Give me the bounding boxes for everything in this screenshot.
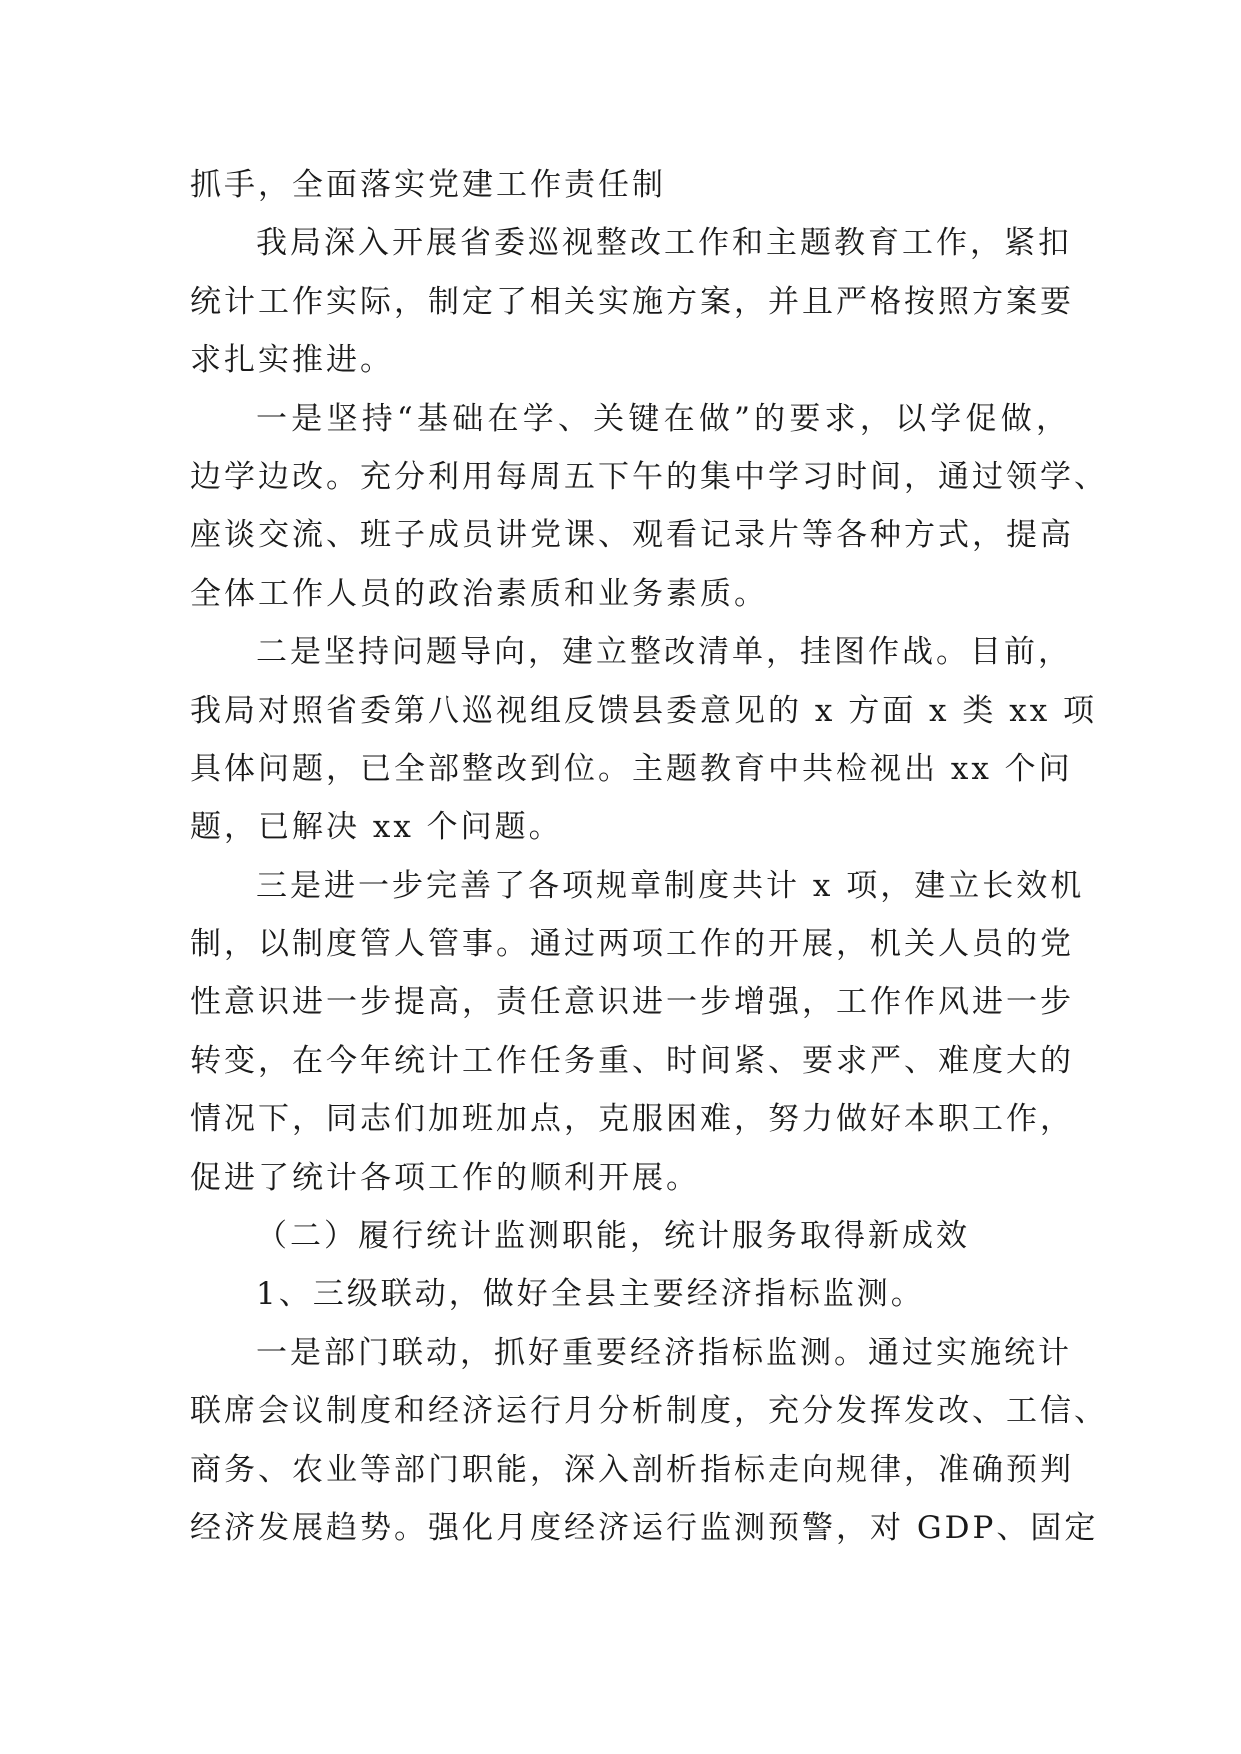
text-line: 具体问题，已全部整改到位。主题教育中共检视出 xx 个问 xyxy=(190,750,1073,787)
text-line: 题，已解决 xx 个问题。 xyxy=(190,809,563,846)
text-line: 边学边改。充分利用每周五下午的集中学习时间，通过领学、 xyxy=(190,458,1108,495)
text-line: 全体工作人员的政治素质和业务素质。 xyxy=(190,575,768,612)
text-line: 联席会议制度和经济运行月分析制度，充分发挥发改、工信、 xyxy=(190,1393,1108,1430)
text-line: 经济发展趋势。强化月度经济运行监测预警，对 GDP、固定 xyxy=(190,1509,1099,1546)
text-line: 我局对照省委第八巡视组反馈县委意见的 x 方面 x 类 xx 项 xyxy=(190,692,1098,729)
text-line: 性意识进一步提高，责任意识进一步增强，工作作风进一步 xyxy=(190,984,1074,1021)
text-line: 商务、农业等部门职能，深入剖析指标走向规律，准确预判 xyxy=(190,1451,1074,1488)
text-line: 促进了统计各项工作的顺利开展。 xyxy=(190,1159,700,1196)
text-line: 转变，在今年统计工作任务重、时间紧、要求严、难度大的 xyxy=(190,1042,1074,1079)
text-line: 二是坚持问题导向，建立整改清单，挂图作战。目前， xyxy=(256,634,1072,671)
text-line: 我局深入开展省委巡视整改工作和主题教育工作，紧扣 xyxy=(256,225,1072,262)
document-body xyxy=(190,156,1108,1557)
text-line: 座谈交流、班子成员讲党课、观看记录片等各种方式，提高 xyxy=(190,517,1074,554)
text-line: 制，以制度管人管事。通过两项工作的开展，机关人员的党 xyxy=(190,926,1074,963)
text-line: 1、三级联动，做好全县主要经济指标监测。 xyxy=(256,1276,925,1313)
text-line: 一是部门联动，抓好重要经济指标监测。通过实施统计 xyxy=(256,1334,1072,1371)
text-line: 求扎实推进。 xyxy=(190,342,394,379)
text-line: （二）履行统计监测职能，统计服务取得新成效 xyxy=(256,1218,970,1255)
text-line: 三是进一步完善了各项规章制度共计 x 项，建立长效机 xyxy=(256,867,1085,904)
text-line: 统计工作实际，制定了相关实施方案，并且严格按照方案要 xyxy=(190,283,1074,320)
text-line: 一是坚持“基础在学、关键在做”的要求，以学促做， xyxy=(256,400,1070,437)
text-line: 抓手，全面落实党建工作责任制 xyxy=(190,167,666,203)
text-line: 情况下，同志们加班加点，克服困难，努力做好本职工作， xyxy=(190,1101,1074,1138)
